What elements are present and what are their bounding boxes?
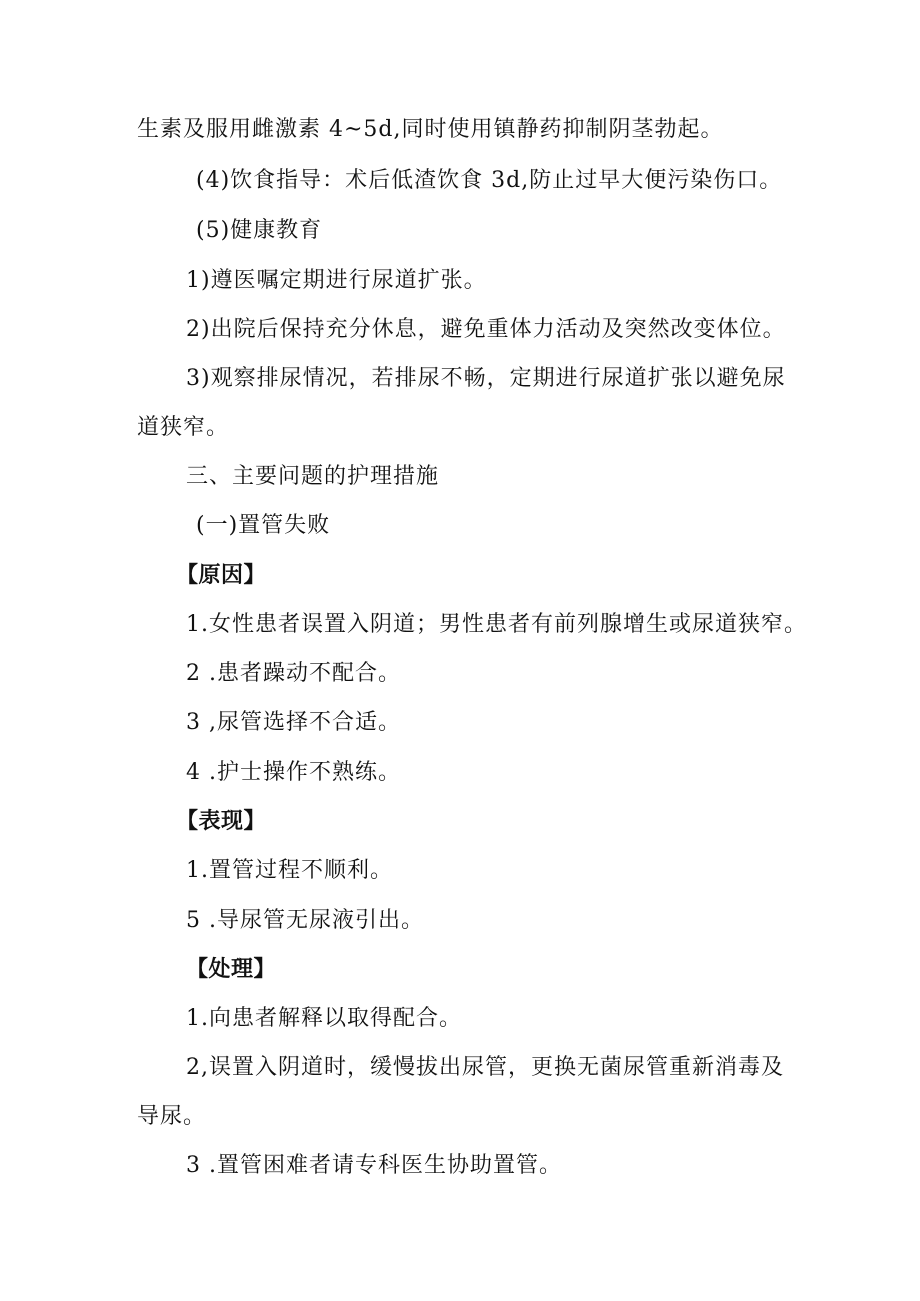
list-item: 1.置管过程不顺利。: [186, 858, 393, 883]
list-item-continuation: 道狭窄。: [137, 415, 230, 440]
list-item: 3)观察排尿情况，若排尿不畅，定期进行尿道扩张以避免尿: [186, 366, 786, 391]
list-item: 2,误置入阴道时，缓慢拔出尿管，更换无菌尿管重新消毒及: [186, 1055, 784, 1080]
list-item: 5 .导尿管无尿液引出。: [186, 908, 424, 933]
paragraph-line: 生素及服用雌激素 4~5d,同时使用镇静药抑制阴茎勃起。: [137, 117, 724, 142]
heading-treatment: 【处理】: [186, 957, 277, 982]
paragraph-line: (4)饮食指导：术后低渣饮食 3d,防止过早大便污染伤口。: [196, 168, 783, 193]
list-item: 4 .护士操作不熟练。: [186, 760, 401, 785]
list-item: 3 .置管困难者请专科医生协助置管。: [186, 1153, 562, 1178]
section-subheading: (5)健康教育: [196, 218, 323, 243]
list-item: 1)遵医嘱定期进行尿道扩张。: [186, 268, 487, 293]
list-item: 2 .患者躁动不配合。: [186, 661, 401, 686]
list-item: 1.女性患者误置入阴道；男性患者有前列腺增生或尿道狭窄。: [186, 612, 807, 637]
list-item: 2)出院后保持充分休息，避免重体力活动及突然改变体位。: [186, 317, 786, 342]
list-item-continuation: 导尿。: [137, 1104, 207, 1129]
subsection-heading: (一)置管失败: [196, 513, 331, 538]
list-item: 3 ,尿管选择不合适。: [186, 710, 401, 735]
heading-manifestation: 【表现】: [176, 809, 267, 834]
list-item: 1.向患者解释以取得配合。: [186, 1006, 462, 1031]
section-heading: 三、主要问题的护理措施: [186, 464, 440, 489]
heading-cause: 【原因】: [176, 563, 267, 588]
